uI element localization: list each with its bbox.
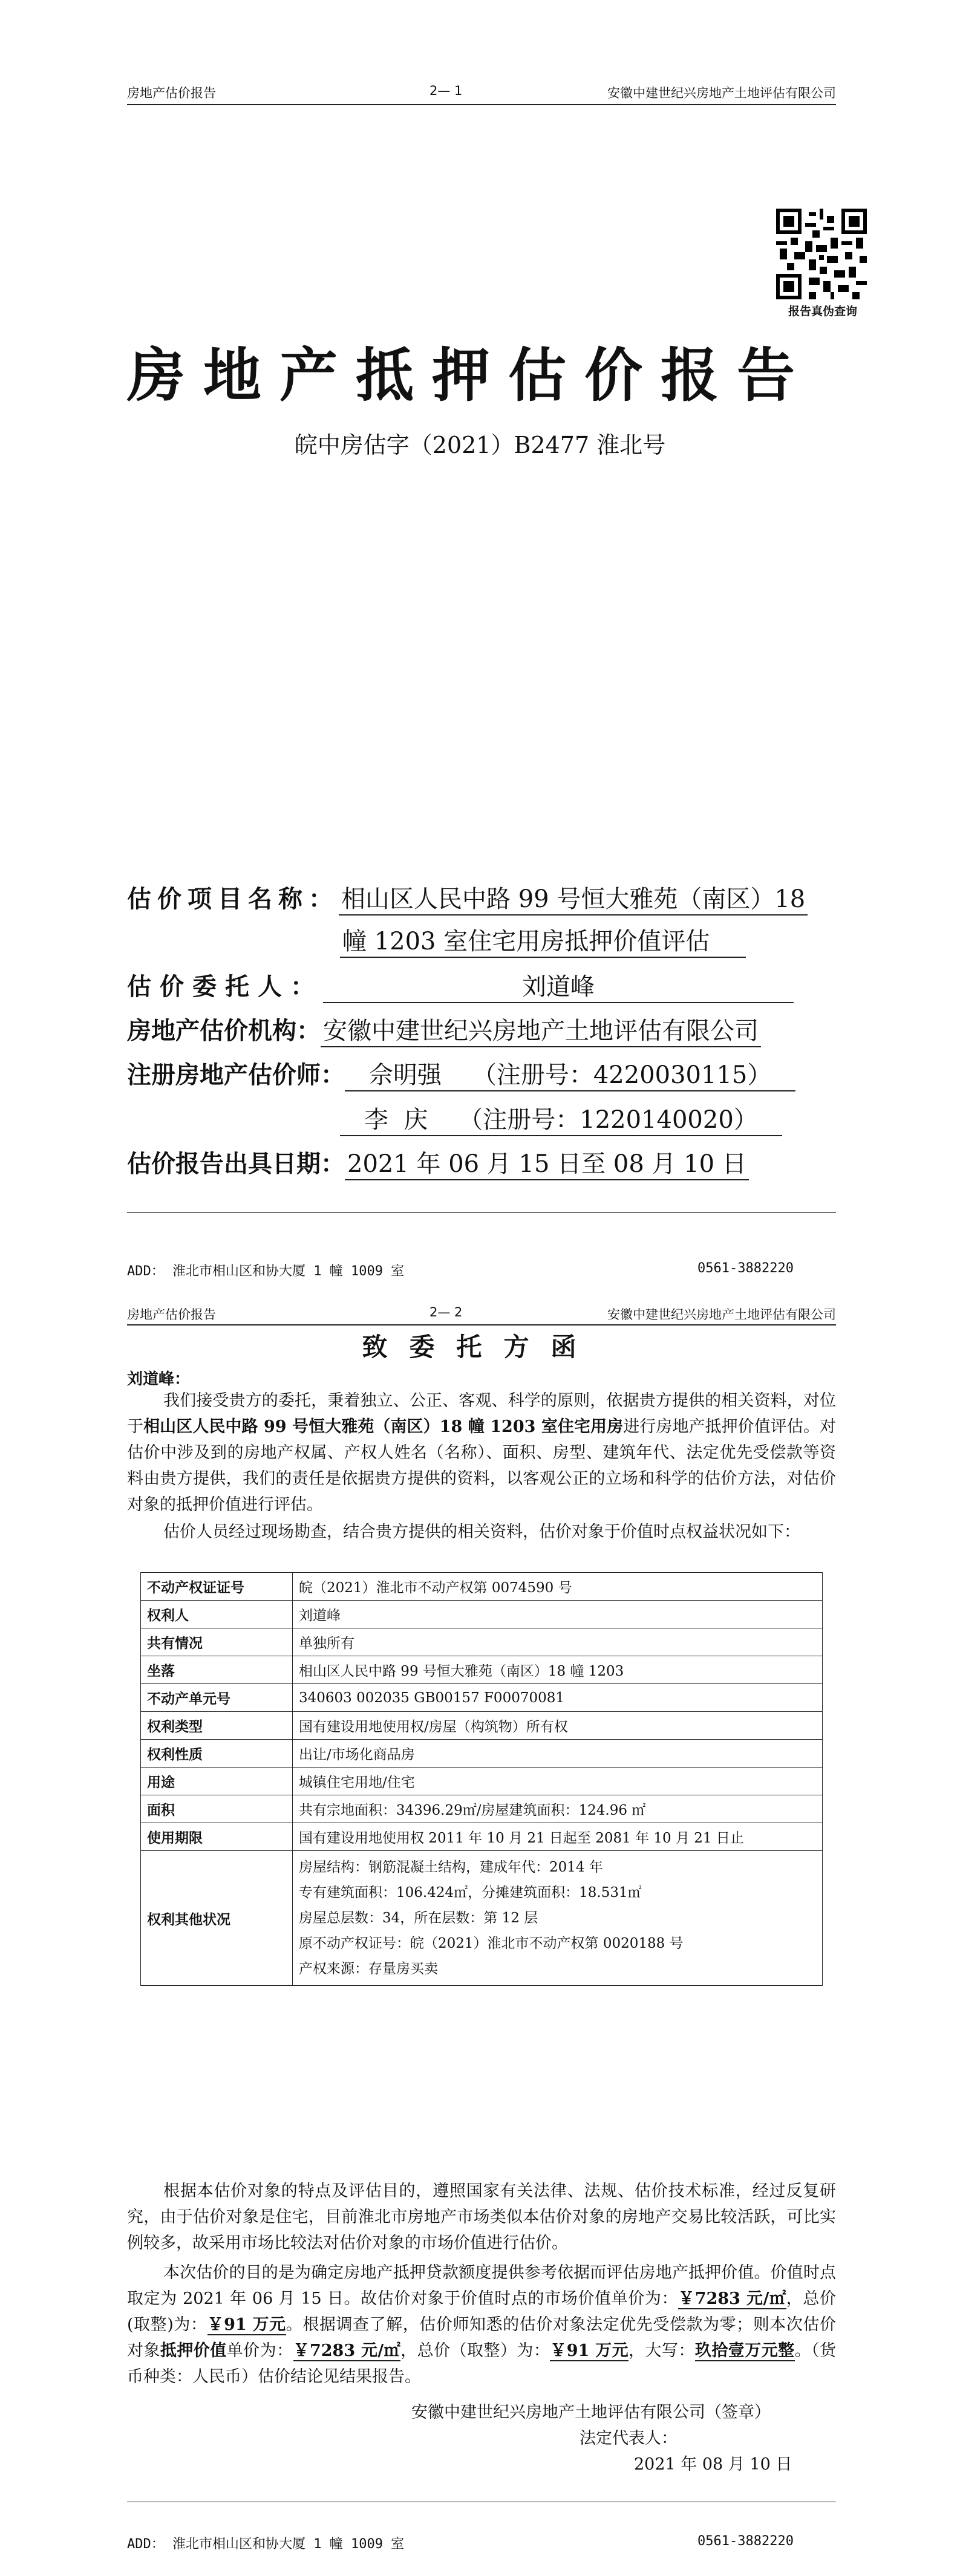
table-row <box>141 1601 823 1628</box>
unit-price: ￥7283 元/㎡ <box>678 2289 786 2308</box>
salutation: 刘道峰： <box>127 1370 191 1388</box>
para4-text-f: ，总价（取整）为： <box>400 2341 550 2360</box>
rights-table <box>140 1572 823 1986</box>
page-header <box>127 1300 836 1324</box>
table-row <box>141 1684 823 1712</box>
mortgage-total-price: ￥91 万元 <box>550 2341 629 2360</box>
table-value-multiline <box>293 1851 823 1986</box>
other-status-line: 产权来源：存量房买卖 <box>299 1961 438 1977</box>
project-row-2 <box>340 922 746 958</box>
header-left: 房地产估价报告 <box>127 86 216 100</box>
header-company: 安徽中建世纪兴房地产土地评估有限公司 <box>607 1307 836 1322</box>
appraiser-1: 佘明强 （注册号：4220030115） <box>345 1056 795 1091</box>
page-header <box>127 79 836 103</box>
date-label: 估价报告出具日期： <box>127 1150 345 1178</box>
agency-row <box>127 1012 761 1047</box>
table-key: 权利人 <box>141 1601 293 1628</box>
table-key: 权利性质 <box>141 1740 293 1768</box>
mortgage-unit-price: ￥7283 元/㎡ <box>293 2341 401 2360</box>
para4-text-c: 。根据调查了解，估价师知悉的估价对象法定优先受偿款为零；则本次估价对象 <box>127 2315 837 2360</box>
table-value: 国有建设用地使用权/房屋（构筑物）所有权 <box>293 1712 823 1740</box>
header-divider <box>127 1324 836 1325</box>
table-value: 340603 002035 GB00157 F00070081 <box>293 1684 823 1712</box>
other-status-line: 原不动产权证号：皖（2021）淮北市不动产权第 0020188 号 <box>299 1936 684 1951</box>
table-key: 使用期限 <box>141 1823 293 1851</box>
total-price: ￥91 万元 <box>207 2315 286 2334</box>
para4-text-e: 单价为： <box>226 2341 293 2360</box>
client-row <box>127 968 794 1003</box>
footer-phone: 0561-3882220 <box>697 2534 794 2549</box>
paragraph-3: 根据本估价对象的特点及评估目的，遵照国家有关法律、法规、估价技术标准，经过反复研究，由于估价对象是住宅，目前淮北市房地产市场类似本估价对象的房地产交易比较活跃，可比实例较多，故采用市场比较法对估价对象的市场价值进行估价。 <box>127 2182 836 2252</box>
table-key: 坐落 <box>141 1656 293 1684</box>
report-number: 皖中房估字（2021）B2477 淮北号 <box>294 432 666 458</box>
para4-text-g: ，大写： <box>629 2341 695 2360</box>
table-row <box>141 1851 823 1986</box>
project-row <box>127 880 808 916</box>
letter-page <box>0 1300 960 2576</box>
property-address-highlight: 相山区人民中路 99 号恒大雅苑（南区）18 幢 1203 室住宅用房 <box>143 1417 624 1436</box>
qr-caption: 报告真伪查询 <box>788 305 857 318</box>
appraiser-row-2 <box>340 1101 782 1136</box>
agency-value: 安徽中建世纪兴房地产土地评估有限公司 <box>321 1012 761 1047</box>
table-row <box>141 1628 823 1656</box>
table-row <box>141 1768 823 1795</box>
footer-address: ADD： 淮北市相山区和协大厦 1 幢 1009 室 <box>127 2537 405 2552</box>
table-value: 城镇住宅用地/住宅 <box>293 1768 823 1795</box>
other-status-line: 专有建筑面积：106.424㎡，分摊建筑面积：18.531㎡ <box>299 1885 642 1901</box>
project-label: 估价项目名称： <box>127 885 339 913</box>
appraiser-2: 李 庆 （注册号：1220140020） <box>340 1101 782 1136</box>
other-status-line: 房屋总层数：34，所在层数：第 12 层 <box>299 1910 538 1926</box>
project-value-line2: 幢 1203 室住宅用房抵押价值评估 <box>340 922 746 958</box>
para4-text-h: 。（货币种类：人民币）估价结论见结果报告。 <box>127 2341 837 2386</box>
qr-code-icon[interactable] <box>776 209 867 299</box>
table-key: 共有情况 <box>141 1628 293 1656</box>
paragraph-1 <box>127 1388 836 1518</box>
table-row <box>141 1740 823 1768</box>
header-left: 房地产估价报告 <box>127 1307 216 1322</box>
date-value: 2021 年 06 月 15 日至 08 月 10 日 <box>345 1145 749 1180</box>
mortgage-value-label: 抵押价值 <box>160 2341 227 2360</box>
table-value: 国有建设用地使用权 2011 年 10 月 21 日起至 2081 年 10 月 21 日止 <box>293 1823 823 1851</box>
header-divider <box>127 104 836 105</box>
table-key: 不动产单元号 <box>141 1684 293 1712</box>
para1-text-c: 进行房地产抵押价值评估。对估价中涉及到的房地产权属、产权人姓名（名称）、面积、房型、建筑年代、法定优先受偿款等资料由贵方提供，我们的责任是依据贵方提供的资料，以客观公正的立场和科学的估价方法，对估价对象的抵押价值进行评估。 <box>127 1417 837 1514</box>
total-price-upper: 玖拾壹万元整 <box>694 2341 795 2360</box>
table-key: 权利类型 <box>141 1712 293 1740</box>
appraiser-label: 注册房地产估价师： <box>127 1061 345 1089</box>
table-row <box>141 1573 823 1601</box>
signer-company: 安徽中建世纪兴房地产土地评估有限公司（签章） <box>411 2403 771 2422</box>
paragraph-2: 估价人员经过现场勘查，结合贵方提供的相关资料，估价对象于价值时点权益状况如下： <box>163 1523 800 1541</box>
client-label: 估价委托人： <box>127 973 323 1001</box>
appraiser-row <box>127 1056 795 1091</box>
footer-address: ADD： 淮北市相山区和协大厦 1 幢 1009 室 <box>127 1264 405 1279</box>
table-key: 不动产权证证号 <box>141 1573 293 1601</box>
table-key: 面积 <box>141 1795 293 1823</box>
table-value: 共有宗地面积：34396.29㎡/房屋建筑面积：124.96 ㎡ <box>293 1795 823 1823</box>
table-value: 出让/市场化商品房 <box>293 1740 823 1768</box>
project-value-line1: 相山区人民中路 99 号恒大雅苑（南区）18 <box>339 880 808 916</box>
header-company: 安徽中建世纪兴房地产土地评估有限公司 <box>607 86 836 100</box>
agency-label: 房地产估价机构： <box>127 1017 321 1045</box>
table-key: 权利其他状况 <box>141 1851 293 1986</box>
table-value: 相山区人民中路 99 号恒大雅苑（南区）18 幢 1203 <box>293 1656 823 1684</box>
client-value: 刘道峰 <box>323 968 794 1003</box>
signer-representative: 法定代表人： <box>580 2429 678 2448</box>
table-value: 皖（2021）淮北市不动产权第 0074590 号 <box>293 1573 823 1601</box>
table-value: 刘道峰 <box>293 1601 823 1628</box>
date-row <box>127 1145 749 1180</box>
page-footer <box>127 2534 836 2552</box>
header-page-number: 2— 1 <box>429 83 463 98</box>
other-status-line: 房屋结构：钢筋混凝土结构，建成年代：2014 年 <box>299 1859 603 1875</box>
table-key: 用途 <box>141 1768 293 1795</box>
signer-date: 2021 年 08 月 10 日 <box>634 2455 792 2474</box>
table-row <box>141 1823 823 1851</box>
page-footer <box>127 1261 836 1280</box>
report-main-title: 房地产抵押估价报告 <box>127 342 813 409</box>
table-row <box>141 1656 823 1684</box>
para4-text-b: ，总价(取整)为： <box>127 2289 836 2334</box>
para1-text-a: 我们接受贵方的委托，秉着独立、公正、客观、科学的原则，依据贵方提供的相关资料，对位于 <box>127 1391 836 1436</box>
footer-phone: 0561-3882220 <box>697 1261 794 1276</box>
header-page-number: 2— 2 <box>429 1305 463 1319</box>
table-row <box>141 1795 823 1823</box>
table-row <box>141 1712 823 1740</box>
paragraph-4 <box>127 2260 836 2390</box>
table-value: 单独所有 <box>293 1628 823 1656</box>
letter-title: 致委托方函 <box>362 1332 598 1362</box>
footer-divider <box>127 1212 836 1213</box>
para4-text-a: 本次估价的目的是为确定房地产抵押贷款额度提供参考依据而评估房地产抵押价值。价值时点取定为 2021 年 06 月 15 日。故估价对象于价值时点的市场价值单价为： <box>127 2263 836 2308</box>
